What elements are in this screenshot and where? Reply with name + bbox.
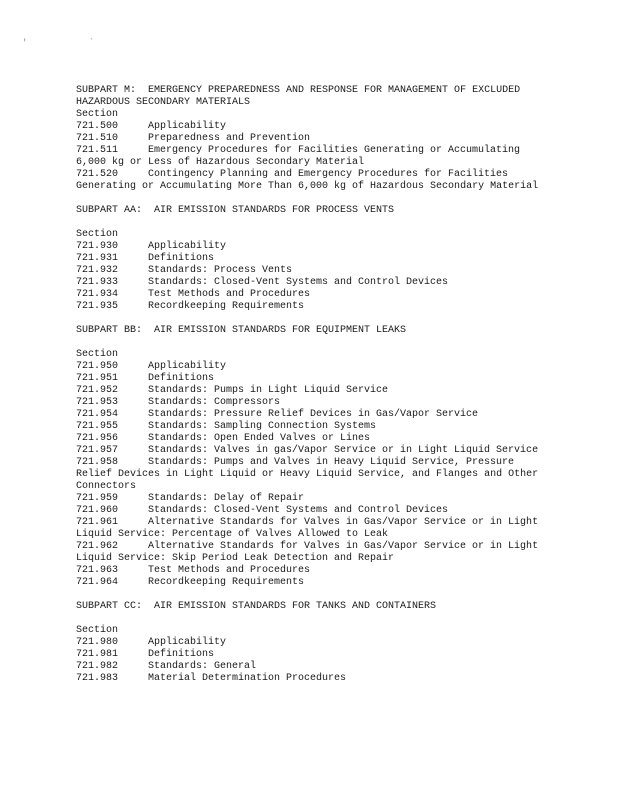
section-entry [76, 397, 546, 409]
section-entry [76, 289, 546, 301]
section-number: 721.510 [76, 133, 119, 144]
section-number: 721.950 [76, 361, 119, 372]
section-title: Emergency Procedures for Facilities Generating or Accumulating 6,000 kg or Less of Hazardous Secondary Material [76, 145, 521, 168]
section-title: Test Methods and Procedures [148, 289, 311, 300]
section-number: 721.933 [76, 277, 119, 288]
section-number: 721.956 [76, 433, 119, 444]
section-number: 721.963 [76, 565, 119, 576]
blank-line [76, 313, 546, 325]
subpart-cc [76, 601, 546, 685]
section-entry [76, 169, 546, 193]
section-number: 721.520 [76, 169, 119, 180]
blank-line [76, 217, 546, 229]
section-entry [76, 265, 546, 277]
section-number: 721.955 [76, 421, 119, 432]
section-entry [76, 673, 546, 685]
section-number: 721.981 [76, 649, 119, 660]
scan-specks: ' ` [22, 38, 123, 48]
section-title: Applicability [148, 121, 227, 132]
document-body [76, 85, 546, 685]
section-number: 721.959 [76, 493, 119, 504]
section-title: Standards: Sampling Connection Systems [148, 421, 377, 432]
section-number: 721.932 [76, 265, 119, 276]
section-title: Standards: Closed-Vent Systems and Control Devices [148, 277, 449, 288]
section-title: Definitions [148, 373, 215, 384]
subpart-m [76, 85, 546, 193]
section-number: 721.980 [76, 637, 119, 648]
subpart-heading: SUBPART AA: AIR EMISSION STANDARDS FOR PROCESS VENTS [76, 205, 395, 216]
section-number: 721.982 [76, 661, 119, 672]
blank-line [76, 613, 546, 625]
subpart-heading: SUBPART BB: AIR EMISSION STANDARDS FOR EQUIPMENT LEAKS [76, 325, 407, 336]
section-title: Applicability [148, 241, 227, 252]
section-entry [76, 517, 546, 541]
section-entry [76, 661, 546, 673]
section-entry [76, 433, 546, 445]
section-title: Standards: Pumps and Valves in Heavy Liquid Service, Pressure Relief Devices in Light Liquid or Heavy Liquid Service, and Flanges and Other Connectors [76, 457, 539, 492]
section-title: Recordkeeping Requirements [148, 577, 305, 588]
section-entry [76, 277, 546, 289]
section-title: Applicability [148, 361, 227, 372]
section-entry [76, 373, 546, 385]
section-entry [76, 241, 546, 253]
section-entry [76, 649, 546, 661]
section-title: Preparedness and Prevention [148, 133, 311, 144]
section-number: 721.958 [76, 457, 119, 468]
section-entry [76, 121, 546, 133]
section-entry [76, 445, 546, 457]
blank-line [76, 337, 546, 349]
section-number: 721.964 [76, 577, 119, 588]
section-number: 721.935 [76, 301, 119, 312]
section-title: Standards: General [148, 661, 257, 672]
section-number: 721.500 [76, 121, 119, 132]
section-entry [76, 565, 546, 577]
section-title: Standards: Compressors [148, 397, 281, 408]
section-number: 721.962 [76, 541, 119, 552]
subpart-heading: SUBPART M: EMERGENCY PREPAREDNESS AND RESPONSE FOR MANAGEMENT OF EXCLUDED HAZARDOUS SECONDARY MATERIALS [76, 85, 527, 108]
section-number: 721.934 [76, 289, 119, 300]
section-number: 721.930 [76, 241, 119, 252]
section-entry [76, 133, 546, 145]
section-title: Standards: Delay of Repair [148, 493, 305, 504]
section-number: 721.954 [76, 409, 119, 420]
section-entry [76, 505, 546, 517]
section-entry [76, 253, 546, 265]
section-number: 721.961 [76, 517, 119, 528]
section-entry [76, 301, 546, 313]
section-title: Standards: Closed-Vent Systems and Control Devices [148, 505, 449, 516]
section-label: Section [76, 349, 119, 360]
section-entry [76, 577, 546, 589]
section-title: Material Determination Procedures [148, 673, 347, 684]
section-title: Standards: Pumps in Light Liquid Service [148, 385, 389, 396]
section-entry [76, 421, 546, 433]
section-label: Section [76, 229, 119, 240]
section-title: Definitions [148, 649, 215, 660]
section-number: 721.931 [76, 253, 119, 264]
section-entry [76, 409, 546, 421]
section-title: Contingency Planning and Emergency Procedures for Facilities Generating or Accumulating More Than 6,000 kg of Hazardous Secondary Material [76, 169, 539, 192]
section-label: Section [76, 109, 119, 120]
section-entry [76, 361, 546, 373]
section-entry [76, 457, 546, 493]
section-entry [76, 493, 546, 505]
section-label: Section [76, 625, 119, 636]
section-number: 721.511 [76, 145, 119, 156]
section-title: Standards: Open Ended Valves or Lines [148, 433, 371, 444]
section-title: Alternative Standards for Valves in Gas/Vapor Service or in Light Liquid Service: Skip Period Leak Detection and Repair [76, 541, 539, 564]
section-title: Alternative Standards for Valves in Gas/Vapor Service or in Light Liquid Service: Percentage of Valves Allowed to Leak [76, 517, 539, 540]
subpart-bb [76, 325, 546, 589]
section-number: 721.960 [76, 505, 119, 516]
section-title: Definitions [148, 253, 215, 264]
section-number: 721.953 [76, 397, 119, 408]
section-title: Recordkeeping Requirements [148, 301, 305, 312]
section-entry [76, 637, 546, 649]
section-entry [76, 145, 546, 169]
section-title: Applicability [148, 637, 227, 648]
blank-line [76, 193, 546, 205]
section-entry [76, 385, 546, 397]
section-number: 721.957 [76, 445, 119, 456]
section-entry [76, 541, 546, 565]
section-title: Standards: Process Vents [148, 265, 293, 276]
section-title: Standards: Valves in gas/Vapor Service or in Light Liquid Service [148, 445, 539, 456]
section-number: 721.951 [76, 373, 119, 384]
section-number: 721.952 [76, 385, 119, 396]
section-number: 721.983 [76, 673, 119, 684]
subpart-aa [76, 205, 546, 313]
section-title: Test Methods and Procedures [148, 565, 311, 576]
blank-line [76, 589, 546, 601]
subpart-heading: SUBPART CC: AIR EMISSION STANDARDS FOR TANKS AND CONTAINERS [76, 601, 437, 612]
section-title: Standards: Pressure Relief Devices in Gas/Vapor Service [148, 409, 479, 420]
